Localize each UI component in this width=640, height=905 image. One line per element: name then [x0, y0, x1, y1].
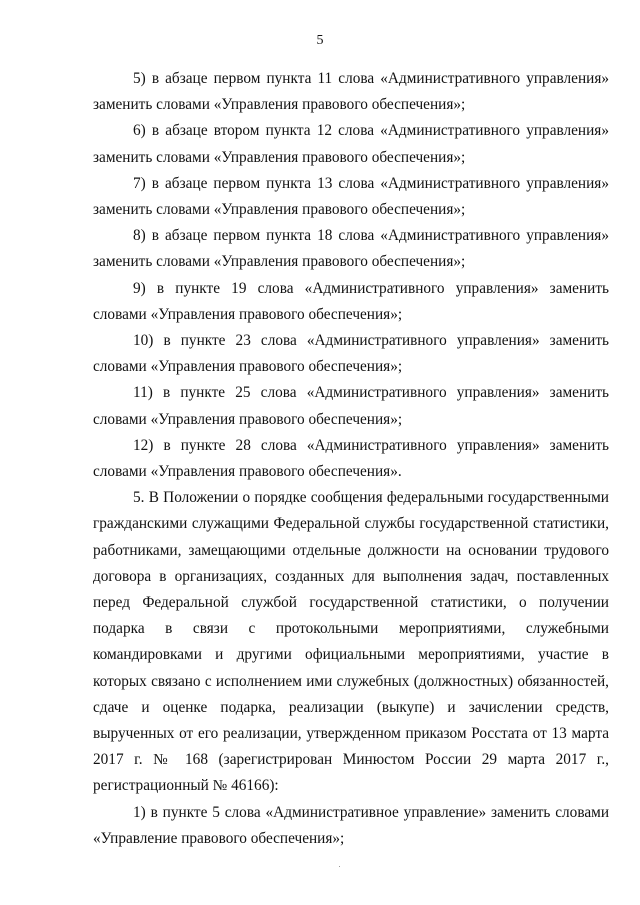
paragraph-item-12: 12) в пункте 28 слова «Административного управления» заменить словами «Управления правового обеспечения».	[93, 436, 609, 481]
document-body	[93, 66, 609, 852]
paragraph-section-5: 5. В Положении о порядке сообщения федеральными государственными гражданскими служащими Федеральной службы государственной статистики, работниками, замещающими отдельные должности на основании трудового договора в организациях, созданных для выполнения задач, поставленных перед Федеральной службой государственной статистики, о получении подарка в связи с протокольными мероприятиями, служебными командировками и другими официальными мероприятиями, участие в которых связано с исполнением ими служебных (должностных) обязанностей, сдаче и оценке подарка, реализации (выкупе) и зачислении средств, вырученных от его реализации, утвержденном приказом Росстата от 13 марта 2017 г. № 168 (зарегистрирован Минюстом России 29 марта 2017 г., регистрационный № 46166):	[93, 489, 609, 795]
paragraph-item-6: 6) в абзаце втором пункта 12 слова «Административного управления» заменить словами «Управления правового обеспечения»;	[93, 122, 609, 166]
paragraph-item-10: 10) в пункте 23 слова «Административного управления» заменить словами «Управления правового обеспечения»;	[93, 332, 609, 376]
paragraph-item-5: 5) в абзаце первом пункта 11 слова «Административного управления» заменить словами «Управления правового обеспечения»;	[93, 70, 609, 114]
paragraph-item-8: 8) в абзаце первом пункта 18 слова «Административного управления» заменить словами «Управления правового обеспечения»;	[93, 227, 609, 271]
paragraph-subitem-1: 1) в пункте 5 слова «Административное управление» заменить словами «Управление правового обеспечения»;	[93, 803, 609, 847]
page-number: 5	[316, 33, 324, 48]
paragraph-item-7: 7) в абзаце первом пункта 13 слова «Административного управления» заменить словами «Управления правового обеспечения»;	[93, 174, 609, 219]
paragraph-item-11: 11) в пункте 25 слова «Административного управления» заменить словами «Управления правового обеспечения»;	[93, 384, 609, 428]
scan-speck	[339, 866, 340, 867]
paragraph-item-9: 9) в пункте 19 слова «Административного управления» заменить словами «Управления правового обеспечения»;	[93, 279, 609, 323]
